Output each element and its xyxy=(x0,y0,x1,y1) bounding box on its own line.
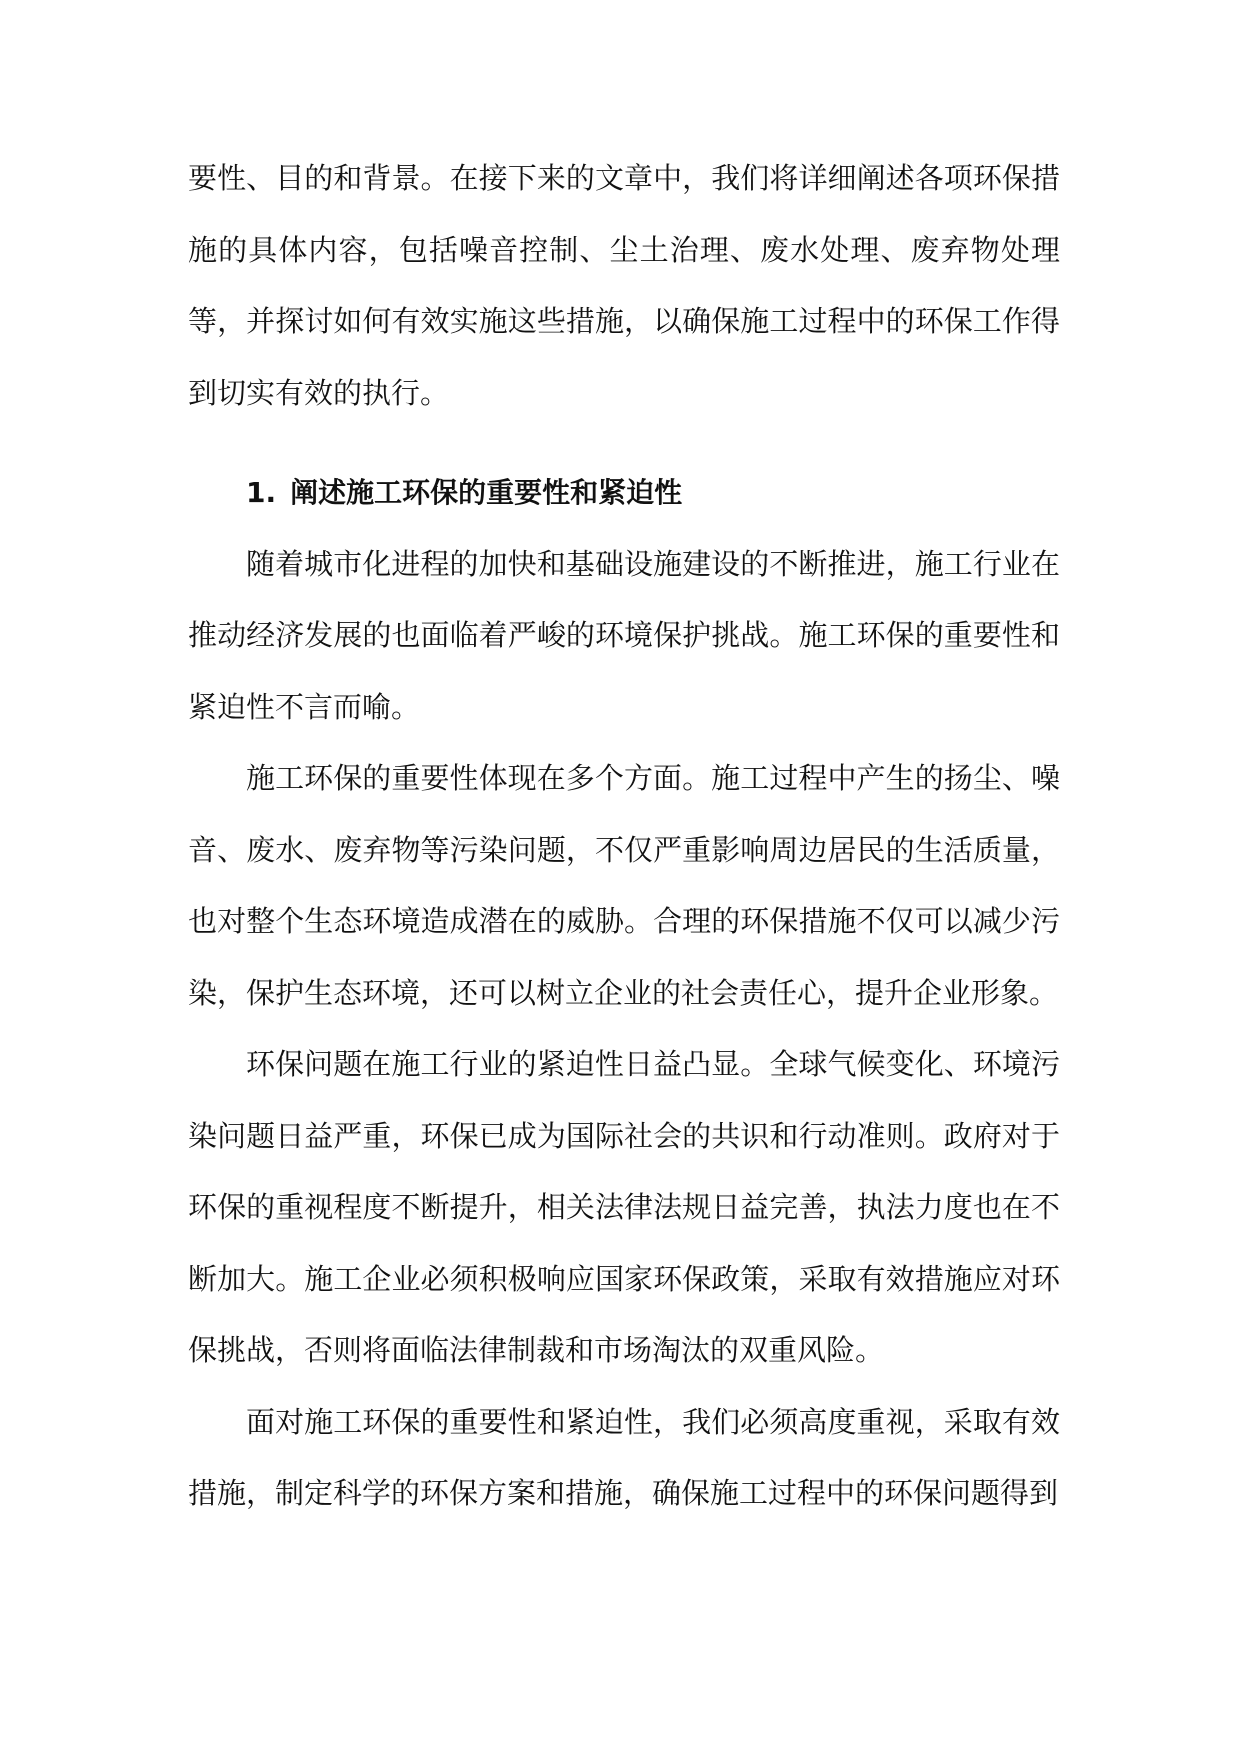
body-paragraph-2: 施工环保的重要性体现在多个方面。施工过程中产生的扬尘、噪音、废水、废弃物等污染问题，不仅严重影响周边居民的生活质量，也对整个生态环境造成潜在的威胁。合理的环保措施不仅可以减少污染，保护生态环境，还可以树立企业的社会责任心，提升企业形象。 xyxy=(188,761,1060,1010)
section-title: 阐述施工环保的重要性和紧迫性 xyxy=(290,476,683,509)
intro-continuation-paragraph: 要性、目的和背景。在接下来的文章中，我们将详细阐述各项环保措施的具体内容，包括噪音控制、尘土治理、废水处理、废弃物处理等，并探讨如何有效实施这些措施，以确保施工过程中的环保工作得到切实有效的执行。 xyxy=(188,161,1060,410)
section-number: 1. xyxy=(246,476,277,509)
body-paragraph-4: 面对施工环保的重要性和紧迫性，我们必须高度重视，采取有效措施，制定科学的环保方案和措施，确保施工过程中的环保问题得到 xyxy=(188,1404,1060,1510)
document-body xyxy=(188,143,1060,1530)
body-paragraph-1: 随着城市化进程的加快和基础设施建设的不断推进，施工行业在推动经济发展的也面临着严峻的环境保护挑战。施工环保的重要性和紧迫性不言而喻。 xyxy=(188,546,1060,724)
body-paragraph-3: 环保问题在施工行业的紧迫性日益凸显。全球气候变化、环境污染问题日益严重，环保已成为国际社会的共识和行动准则。政府对于环保的重视程度不断提升，相关法律法规日益完善，执法力度也在不断加大。施工企业必须积极响应国家环保政策，采取有效措施应对环保挑战，否则将面临法律制裁和市场淘汰的双重风险。 xyxy=(188,1047,1060,1367)
section-heading xyxy=(188,457,1060,529)
